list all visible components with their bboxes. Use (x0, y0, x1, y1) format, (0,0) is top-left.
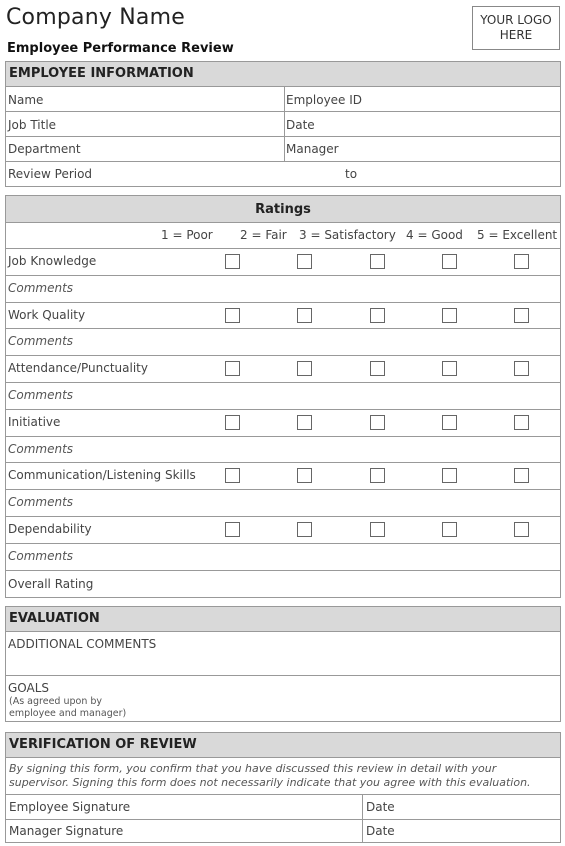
attendance-punctuality-rating-excellent-checkbox[interactable] (514, 361, 529, 376)
communication-listening-skills-rating-satisfactory-checkbox[interactable] (370, 468, 385, 483)
goals-note-line2: employee and manager) (9, 708, 127, 719)
row-divider (6, 355, 560, 356)
employee-signature-date-field[interactable]: Date (366, 800, 395, 814)
company-name: Company Name (6, 5, 185, 30)
evaluation-heading: EVALUATION (6, 607, 560, 632)
initiative-comments-field[interactable]: Comments (8, 441, 74, 456)
scale-satisfactory: 3 = Satisfactory (299, 228, 396, 242)
row-divider (6, 436, 560, 437)
initiative-rating-poor-checkbox[interactable] (225, 415, 240, 430)
job-knowledge-comments-field[interactable]: Comments (8, 280, 74, 295)
dependability-rating-fair-checkbox[interactable] (297, 522, 312, 537)
ratings-heading: Ratings (6, 196, 560, 223)
job-title-field[interactable]: Job Title (8, 118, 57, 132)
logo-placeholder (472, 6, 560, 50)
verification-statement-line2: supervisor. Signing this form does not necessarily indicate that you agree with this evaluation. (9, 776, 531, 789)
attendance-punctuality-rating-good-checkbox[interactable] (442, 361, 457, 376)
row-divider (6, 570, 560, 571)
employee-id-field[interactable]: Employee ID (286, 93, 363, 107)
work-quality-rating-satisfactory-checkbox[interactable] (370, 308, 385, 323)
initiative-rating-fair-checkbox[interactable] (297, 415, 312, 430)
row-divider (6, 382, 560, 383)
ratings-section (5, 195, 561, 598)
scale-excellent: 5 = Excellent (477, 228, 558, 242)
scale-good: 4 = Good (406, 228, 463, 242)
goals-field[interactable]: GOALS (8, 681, 50, 695)
communication-listening-skills-rating-poor-checkbox[interactable] (225, 468, 240, 483)
criterion-communication-listening-skills: Communication/Listening Skills (8, 468, 196, 483)
manager-field[interactable]: Manager (286, 142, 339, 156)
employee-information-section (5, 61, 561, 187)
attendance-punctuality-rating-poor-checkbox[interactable] (225, 361, 240, 376)
goals-note (9, 696, 126, 720)
manager-signature-field[interactable]: Manager Signature (9, 824, 124, 838)
dependability-rating-satisfactory-checkbox[interactable] (370, 522, 385, 537)
work-quality-rating-fair-checkbox[interactable] (297, 308, 312, 323)
attendance-punctuality-comments-field[interactable]: Comments (8, 388, 74, 402)
job-knowledge-rating-satisfactory-checkbox[interactable] (370, 254, 385, 269)
row-divider (6, 328, 560, 329)
initiative-rating-good-checkbox[interactable] (442, 415, 457, 430)
row-divider (6, 543, 560, 544)
dependability-rating-excellent-checkbox[interactable] (514, 522, 529, 537)
row-divider (6, 462, 560, 463)
initiative-rating-satisfactory-checkbox[interactable] (370, 415, 385, 430)
row-divider (6, 489, 560, 490)
date-field[interactable]: Date (286, 118, 315, 132)
criterion-attendance-punctuality: Attendance/Punctuality (8, 361, 148, 376)
overall-rating-field[interactable]: Overall Rating (8, 577, 94, 591)
dependability-rating-good-checkbox[interactable] (442, 522, 457, 537)
verification-statement-line1: By signing this form, you confirm that you have discussed this review in detail with your (9, 762, 497, 775)
employee-information-heading: EMPLOYEE INFORMATION (6, 62, 560, 87)
scale-poor: 1 = Poor (161, 228, 213, 242)
job-knowledge-rating-poor-checkbox[interactable] (225, 254, 240, 269)
criterion-job-knowledge: Job Knowledge (8, 254, 97, 268)
form-title: Employee Performance Review (7, 41, 234, 56)
attendance-punctuality-rating-fair-checkbox[interactable] (297, 361, 312, 376)
evaluation-section (5, 606, 561, 722)
row-divider (6, 409, 560, 410)
review-period-to-label: to (345, 167, 358, 181)
criterion-work-quality: Work Quality (8, 307, 86, 322)
manager-signature-date-field[interactable]: Date (366, 824, 395, 838)
criterion-dependability: Dependability (8, 522, 92, 536)
employee-signature-field[interactable]: Employee Signature (9, 800, 131, 814)
row-divider (6, 302, 560, 303)
attendance-punctuality-rating-satisfactory-checkbox[interactable] (370, 361, 385, 376)
logo-text-line2: HERE (499, 28, 533, 42)
verification-heading: VERIFICATION OF REVIEW (6, 733, 560, 758)
work-quality-rating-excellent-checkbox[interactable] (514, 308, 529, 323)
criterion-initiative: Initiative (8, 414, 61, 429)
dependability-comments-field[interactable]: Comments (8, 548, 74, 563)
logo-text-line1: YOUR LOGO (480, 13, 552, 27)
work-quality-rating-good-checkbox[interactable] (442, 308, 457, 323)
additional-comments-field[interactable]: ADDITIONAL COMMENTS (8, 637, 157, 651)
initiative-rating-excellent-checkbox[interactable] (514, 415, 529, 430)
row-divider (6, 275, 560, 276)
row-divider (6, 516, 560, 517)
communication-listening-skills-rating-good-checkbox[interactable] (442, 468, 457, 483)
verification-statement (9, 762, 531, 790)
review-period-field[interactable]: Review Period (8, 167, 93, 181)
scale-fair: 2 = Fair (240, 228, 287, 242)
work-quality-rating-poor-checkbox[interactable] (225, 308, 240, 323)
communication-listening-skills-comments-field[interactable]: Comments (8, 495, 74, 510)
communication-listening-skills-rating-fair-checkbox[interactable] (297, 468, 312, 483)
goals-note-line1: (As agreed upon by (9, 696, 103, 707)
communication-listening-skills-rating-excellent-checkbox[interactable] (514, 468, 529, 483)
verification-section (5, 732, 561, 843)
job-knowledge-rating-excellent-checkbox[interactable] (514, 254, 529, 269)
job-knowledge-rating-good-checkbox[interactable] (442, 254, 457, 269)
department-field[interactable]: Department (8, 142, 81, 156)
name-field[interactable]: Name (8, 93, 44, 107)
work-quality-comments-field[interactable]: Comments (8, 334, 74, 349)
dependability-rating-poor-checkbox[interactable] (225, 522, 240, 537)
job-knowledge-rating-fair-checkbox[interactable] (297, 254, 312, 269)
